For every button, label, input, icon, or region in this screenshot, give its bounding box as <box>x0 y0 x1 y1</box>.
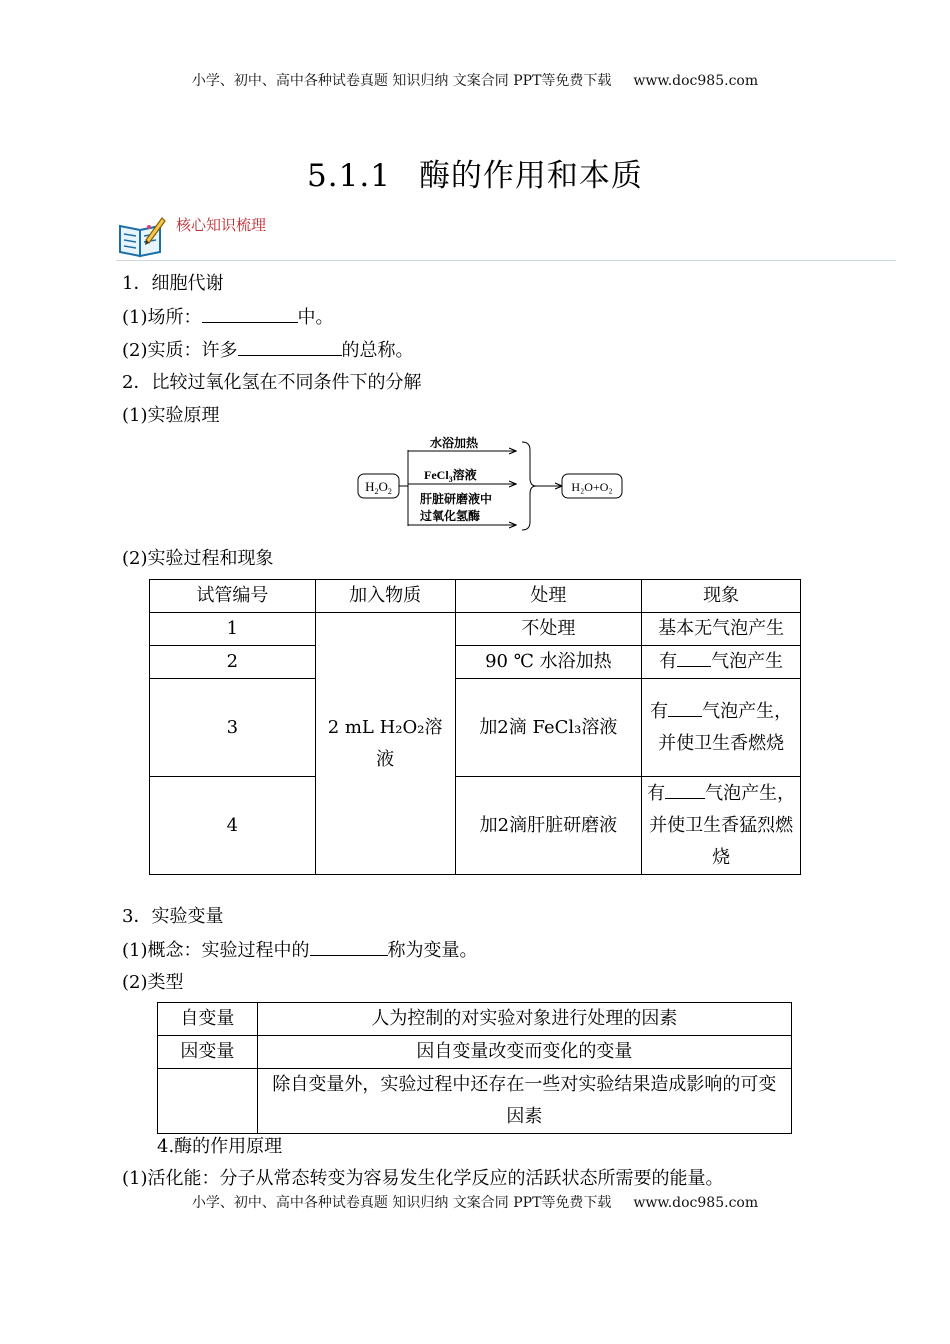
substance-cell: 2 mL H₂O₂溶液 <box>315 613 455 875</box>
heading-cell-metabolism: 1．细胞代谢 <box>122 273 224 294</box>
item-variable-concept-label: (1)概念：实验过程中的 <box>122 940 310 961</box>
footer-text: 小学、初中、高中各种试卷真题 知识归纳 文案合同 PPT等免费下载 <box>191 1195 612 1211</box>
item-variable-concept <box>122 937 478 964</box>
blank-bubbles-2[interactable] <box>677 648 711 667</box>
item-essence <box>122 337 414 364</box>
observation: 基本无气泡产生 <box>642 613 801 646</box>
condition-fecl3: FeCl$_3$溶液 <box>424 468 477 484</box>
book-pencil-icon <box>116 212 166 262</box>
header-treatment: 处理 <box>455 580 642 613</box>
page-header <box>0 70 950 90</box>
item-location-suffix: 中。 <box>297 307 334 328</box>
title-text: 酶的作用和本质 <box>418 158 643 194</box>
tube-no: 4 <box>150 777 316 875</box>
observation: 有 气泡产生 <box>642 646 801 679</box>
header-text: 小学、初中、高中各种试卷真题 知识归纳 文案合同 PPT等免费下载 <box>191 73 612 89</box>
blank-bubbles-4[interactable] <box>665 780 705 799</box>
item-variable-concept-suffix: 称为变量。 <box>387 940 478 961</box>
variable-name: 因变量 <box>158 1036 258 1069</box>
product-label: H₂O+O₂ <box>571 480 613 494</box>
tube-no: 1 <box>150 613 316 646</box>
title-number: 5.1.1 <box>307 158 391 194</box>
item-variable-types: (2)类型 <box>122 972 184 993</box>
reaction-diagram <box>350 436 640 536</box>
item-location <box>122 304 334 331</box>
observation: 有 气泡产生，并使卫生香猛烈燃烧 <box>642 777 801 875</box>
header-tube-no: 试管编号 <box>150 580 316 613</box>
tube-no: 2 <box>150 646 316 679</box>
header-url[interactable]: www.doc985.com <box>633 73 759 89</box>
treatment: 加2滴肝脏研磨液 <box>455 777 642 875</box>
observation: 有 气泡产生，并使卫生香燃烧 <box>642 679 801 777</box>
condition-enzyme-line1: 肝脏研磨液中 <box>420 492 493 506</box>
reactant-label: $H_2O_2$ <box>365 479 392 496</box>
tube-no: 3 <box>150 679 316 777</box>
blank-location[interactable] <box>202 304 298 323</box>
treatment: 加2滴 FeCl₃溶液 <box>455 679 642 777</box>
page-title <box>0 150 950 195</box>
header-substance: 加入物质 <box>315 580 455 613</box>
item-location-label: (1)场所： <box>122 307 202 328</box>
table-row <box>150 777 801 875</box>
heading-variables: 3．实验变量 <box>122 906 224 927</box>
merge-brace <box>522 442 536 530</box>
section-label: 核心知识梳理 <box>176 216 267 234</box>
table-header-row <box>150 580 801 613</box>
table-row <box>158 1036 792 1069</box>
variable-name: 自变量 <box>158 1003 258 1036</box>
treatment: 不处理 <box>455 613 642 646</box>
heading-enzyme-principle: 4.酶的作用原理 <box>157 1136 283 1157</box>
blank-variable[interactable] <box>310 937 388 956</box>
header-observation: 现象 <box>642 580 801 613</box>
page-footer <box>0 1192 950 1212</box>
treatment: 90 ℃ 水浴加热 <box>455 646 642 679</box>
variable-desc: 人为控制的对实验对象进行处理的因素 <box>257 1003 791 1036</box>
variables-table <box>157 1002 792 1134</box>
item-activation-energy: (1)活化能：分子从常态转变为容易发生化学反应的活跃状态所需要的能量。 <box>122 1168 724 1189</box>
table-row <box>150 646 801 679</box>
variable-desc: 除自变量外，实验过程中还存在一些对实验结果造成影响的可变因素 <box>257 1069 791 1134</box>
item-essence-suffix: 的总称。 <box>341 340 414 361</box>
heading-compare-h2o2: 2．比较过氧化氢在不同条件下的分解 <box>122 372 422 393</box>
variable-name-blank[interactable] <box>158 1069 258 1134</box>
section-divider <box>116 260 896 261</box>
footer-url[interactable]: www.doc985.com <box>633 1195 759 1211</box>
item-procedure: (2)实验过程和现象 <box>122 548 274 569</box>
table-row <box>150 613 801 646</box>
blank-bubbles-3[interactable] <box>668 698 702 717</box>
table-row <box>150 679 801 777</box>
condition-enzyme-line2: 过氧化氢酶 <box>420 509 481 523</box>
experiment-table <box>149 579 801 875</box>
table-row <box>158 1069 792 1134</box>
item-principle: (1)实验原理 <box>122 405 220 426</box>
item-essence-label: (2)实质：许多 <box>122 340 238 361</box>
condition-water-bath: 水浴加热 <box>430 436 479 450</box>
table-row <box>158 1003 792 1036</box>
blank-essence[interactable] <box>238 337 342 356</box>
variable-desc: 因自变量改变而变化的变量 <box>257 1036 791 1069</box>
